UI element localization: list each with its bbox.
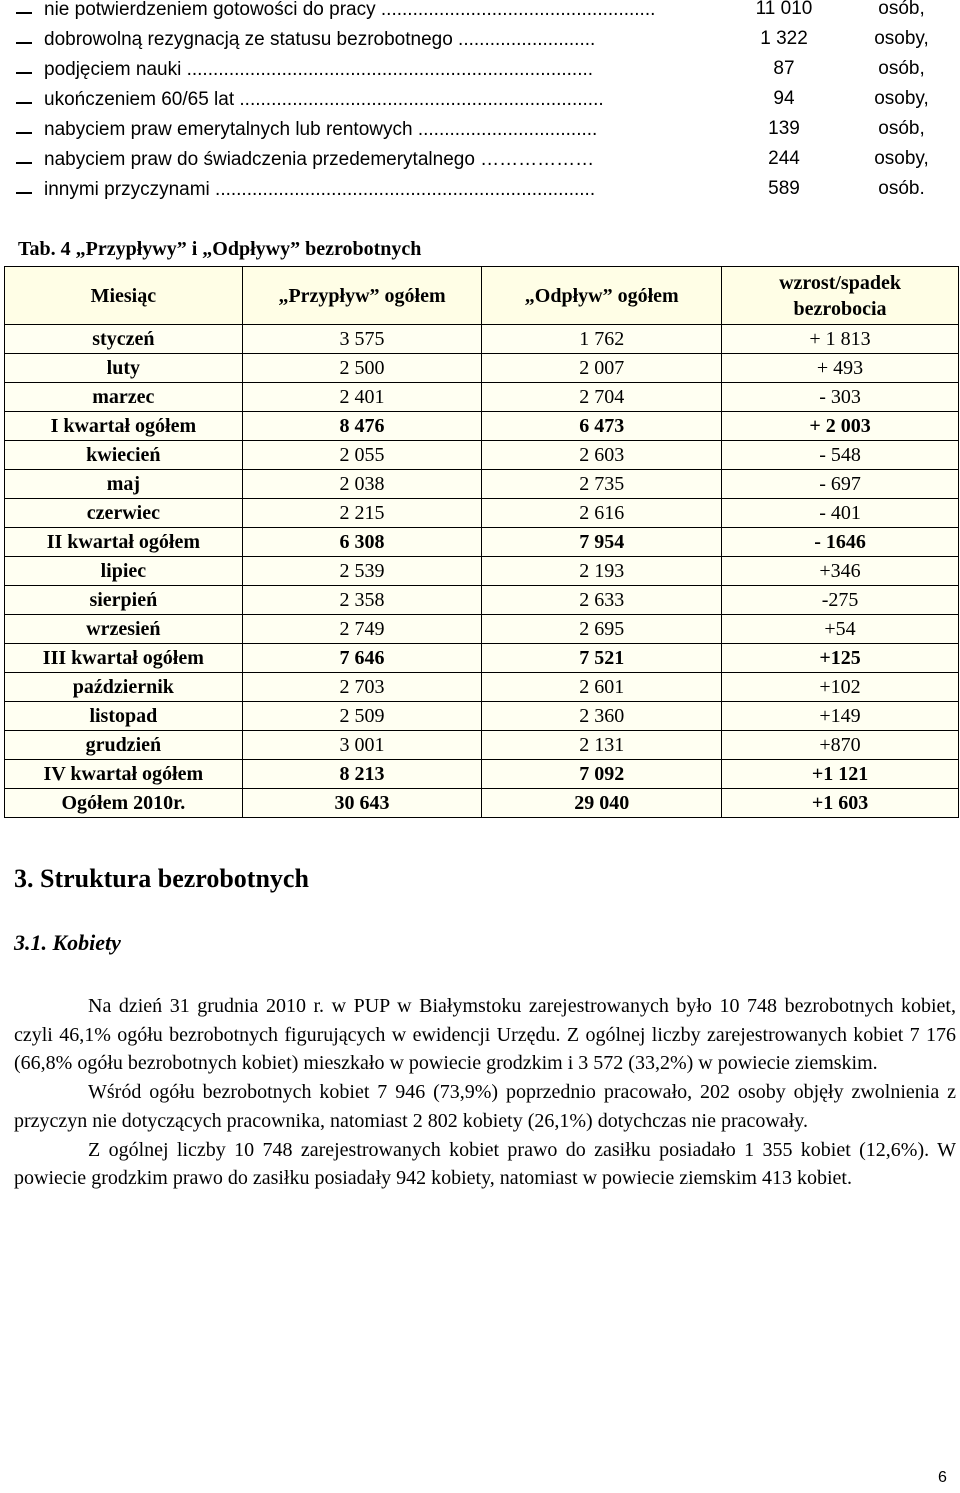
month-cell: kwiecień <box>5 441 243 470</box>
list-item <box>14 178 944 208</box>
month-cell: IV kwartał ogółem <box>5 760 243 789</box>
section-body <box>14 992 956 1193</box>
change-cell: +54 <box>722 615 959 644</box>
reason-unit: osoby, <box>874 148 929 169</box>
reason-count: 244 <box>768 148 800 169</box>
quarter-total-row <box>5 760 959 789</box>
table-row <box>5 557 959 586</box>
inflow-cell: 8 213 <box>242 760 482 789</box>
change-cell: - 401 <box>722 499 959 528</box>
reason-text: nabyciem praw emerytalnych lub rentowych .................................. <box>44 119 598 140</box>
change-cell: - 548 <box>722 441 959 470</box>
reason-unit: osób, <box>878 0 925 19</box>
change-cell: +1 603 <box>722 789 959 818</box>
month-cell: maj <box>5 470 243 499</box>
table-caption: Tab. 4 „Przypływy” i „Odpływy” bezrobotnych <box>18 238 422 260</box>
inflow-cell: 6 308 <box>242 528 482 557</box>
section-heading: 3. Struktura bezrobotnych <box>14 864 309 893</box>
month-cell: grudzień <box>5 731 243 760</box>
reason-text: podjęciem nauki ............................................................................. <box>44 59 594 80</box>
outflow-cell: 2 360 <box>482 702 722 731</box>
inflow-cell: 2 539 <box>242 557 482 586</box>
inflow-cell: 2 358 <box>242 586 482 615</box>
change-cell: - 697 <box>722 470 959 499</box>
table-row <box>5 731 959 760</box>
reason-count: 94 <box>773 88 795 109</box>
change-cell: + 1 813 <box>722 325 959 354</box>
inflow-cell: 2 038 <box>242 470 482 499</box>
inflow-cell: 2 500 <box>242 354 482 383</box>
reason-count: 11 010 <box>755 0 813 19</box>
page-number: 6 <box>938 1469 947 1486</box>
table-row <box>5 499 959 528</box>
reason-unit: osób, <box>878 118 925 139</box>
month-cell: październik <box>5 673 243 702</box>
list-item <box>14 118 944 148</box>
month-cell: I kwartał ogółem <box>5 412 243 441</box>
outflow-cell: 2 131 <box>482 731 722 760</box>
list-item <box>14 58 944 88</box>
reason-text: dobrowolną rezygnacją ze statusu bezrobotnego .......................... <box>44 29 596 50</box>
reason-count: 87 <box>773 58 795 79</box>
outflow-cell: 2 007 <box>482 354 722 383</box>
change-cell: +870 <box>722 731 959 760</box>
paragraph: Wśród ogółu bezrobotnych kobiet 7 946 (73,9%) poprzednio pracowało, 202 osoby objęły zwolnienia z przyczyn nie dotyczących pracownika, natomiast 2 802 kobiety (26,1%) dotychczas nie pracowały. <box>14 1081 956 1132</box>
reason-text: ukończeniem 60/65 lat ..................................................................... <box>44 89 604 110</box>
paragraph: Z ogólnej liczby 10 748 zarejestrowanych kobiet prawo do zasiłku posiadało 1 355 kobiet (12,6%). W powiecie grodzkim prawo do zasiłku posiadały 942 kobiety, natomiast w powiecie ziemskim 413 kobiet. <box>14 1138 956 1190</box>
reason-count: 589 <box>768 178 800 199</box>
inflow-cell: 2 215 <box>242 499 482 528</box>
change-cell: - 303 <box>722 383 959 412</box>
table-row <box>5 325 959 354</box>
month-cell: II kwartał ogółem <box>5 528 243 557</box>
outflow-cell: 2 601 <box>482 673 722 702</box>
reason-text: nabyciem praw do świadczenia przedemerytalnego ……………… <box>44 149 595 170</box>
change-cell: +1 121 <box>722 760 959 789</box>
inflow-cell: 30 643 <box>242 789 482 818</box>
header-month: Miesiąc <box>5 267 243 325</box>
paragraph: Na dzień 31 grudnia 2010 r. w PUP w Białymstoku zarejestrowanych było 10 748 bezrobotnych kobiet, czyli 46,1% ogółu bezrobotnych figurujących w ewidencji Urzędu. Z ogólnej liczby zarejestrowanych kobiet 7 176 (66,8% ogółu bezrobotnych kobiet) mieszkało w powiecie grodzkim i 3 572 (33,2%) w powiecie ziemskim. <box>14 995 956 1075</box>
month-cell: Ogółem 2010r. <box>5 789 243 818</box>
inflow-cell: 3 575 <box>242 325 482 354</box>
reason-unit: osób. <box>878 178 925 199</box>
table-row <box>5 673 959 702</box>
outflow-cell: 2 603 <box>482 441 722 470</box>
change-cell: + 493 <box>722 354 959 383</box>
header-outflow: „Odpływ” ogółem <box>482 267 722 325</box>
outflow-cell: 2 695 <box>482 615 722 644</box>
outflow-cell: 7 521 <box>482 644 722 673</box>
change-cell: +125 <box>722 644 959 673</box>
table-row <box>5 383 959 412</box>
inflow-cell: 2 749 <box>242 615 482 644</box>
month-cell: lipiec <box>5 557 243 586</box>
month-cell: styczeń <box>5 325 243 354</box>
subsection-heading: 3.1. Kobiety <box>14 930 121 955</box>
list-item <box>14 0 944 28</box>
inflow-outflow-table <box>4 266 959 818</box>
month-cell: marzec <box>5 383 243 412</box>
change-cell: +102 <box>722 673 959 702</box>
change-cell: - 1646 <box>722 528 959 557</box>
table-row <box>5 441 959 470</box>
header-change: wzrost/spadek bezrobocia <box>722 267 959 325</box>
table-header-row <box>5 267 959 325</box>
list-item <box>14 28 944 58</box>
inflow-cell: 2 703 <box>242 673 482 702</box>
outflow-cell: 7 954 <box>482 528 722 557</box>
list-item <box>14 88 944 118</box>
reason-unit: osób, <box>878 58 925 79</box>
reason-text: innymi przyczynami ........................................................................ <box>44 179 596 200</box>
month-cell: sierpień <box>5 586 243 615</box>
month-cell: czerwiec <box>5 499 243 528</box>
month-cell: listopad <box>5 702 243 731</box>
quarter-total-row <box>5 528 959 557</box>
outflow-cell: 1 762 <box>482 325 722 354</box>
inflow-cell: 8 476 <box>242 412 482 441</box>
outflow-cell: 2 735 <box>482 470 722 499</box>
inflow-cell: 7 646 <box>242 644 482 673</box>
outflow-cell: 2 633 <box>482 586 722 615</box>
change-cell: +149 <box>722 702 959 731</box>
inflow-cell: 3 001 <box>242 731 482 760</box>
month-cell: III kwartał ogółem <box>5 644 243 673</box>
reason-text: nie potwierdzeniem gotowości do pracy .................................................... <box>44 0 656 20</box>
table-row <box>5 470 959 499</box>
inflow-cell: 2 401 <box>242 383 482 412</box>
outflow-cell: 29 040 <box>482 789 722 818</box>
list-item <box>14 148 944 178</box>
quarter-total-row <box>5 412 959 441</box>
outflow-cell: 2 704 <box>482 383 722 412</box>
inflow-cell: 2 055 <box>242 441 482 470</box>
outflow-cell: 2 193 <box>482 557 722 586</box>
reason-unit: osoby, <box>874 88 929 109</box>
outflow-cell: 6 473 <box>482 412 722 441</box>
change-cell: -275 <box>722 586 959 615</box>
outflow-cell: 7 092 <box>482 760 722 789</box>
table-row <box>5 702 959 731</box>
table-row <box>5 586 959 615</box>
reason-unit: osoby, <box>874 28 929 49</box>
month-cell: wrzesień <box>5 615 243 644</box>
change-cell: + 2 003 <box>722 412 959 441</box>
quarter-total-row <box>5 644 959 673</box>
header-inflow: „Przypływ” ogółem <box>242 267 482 325</box>
reason-count: 139 <box>768 118 800 139</box>
table-row <box>5 354 959 383</box>
inflow-cell: 2 509 <box>242 702 482 731</box>
table-row <box>5 615 959 644</box>
change-cell: +346 <box>722 557 959 586</box>
month-cell: luty <box>5 354 243 383</box>
deregistration-reasons-list <box>14 0 944 210</box>
outflow-cell: 2 616 <box>482 499 722 528</box>
year-total-row <box>5 789 959 818</box>
reason-count: 1 322 <box>760 28 808 49</box>
